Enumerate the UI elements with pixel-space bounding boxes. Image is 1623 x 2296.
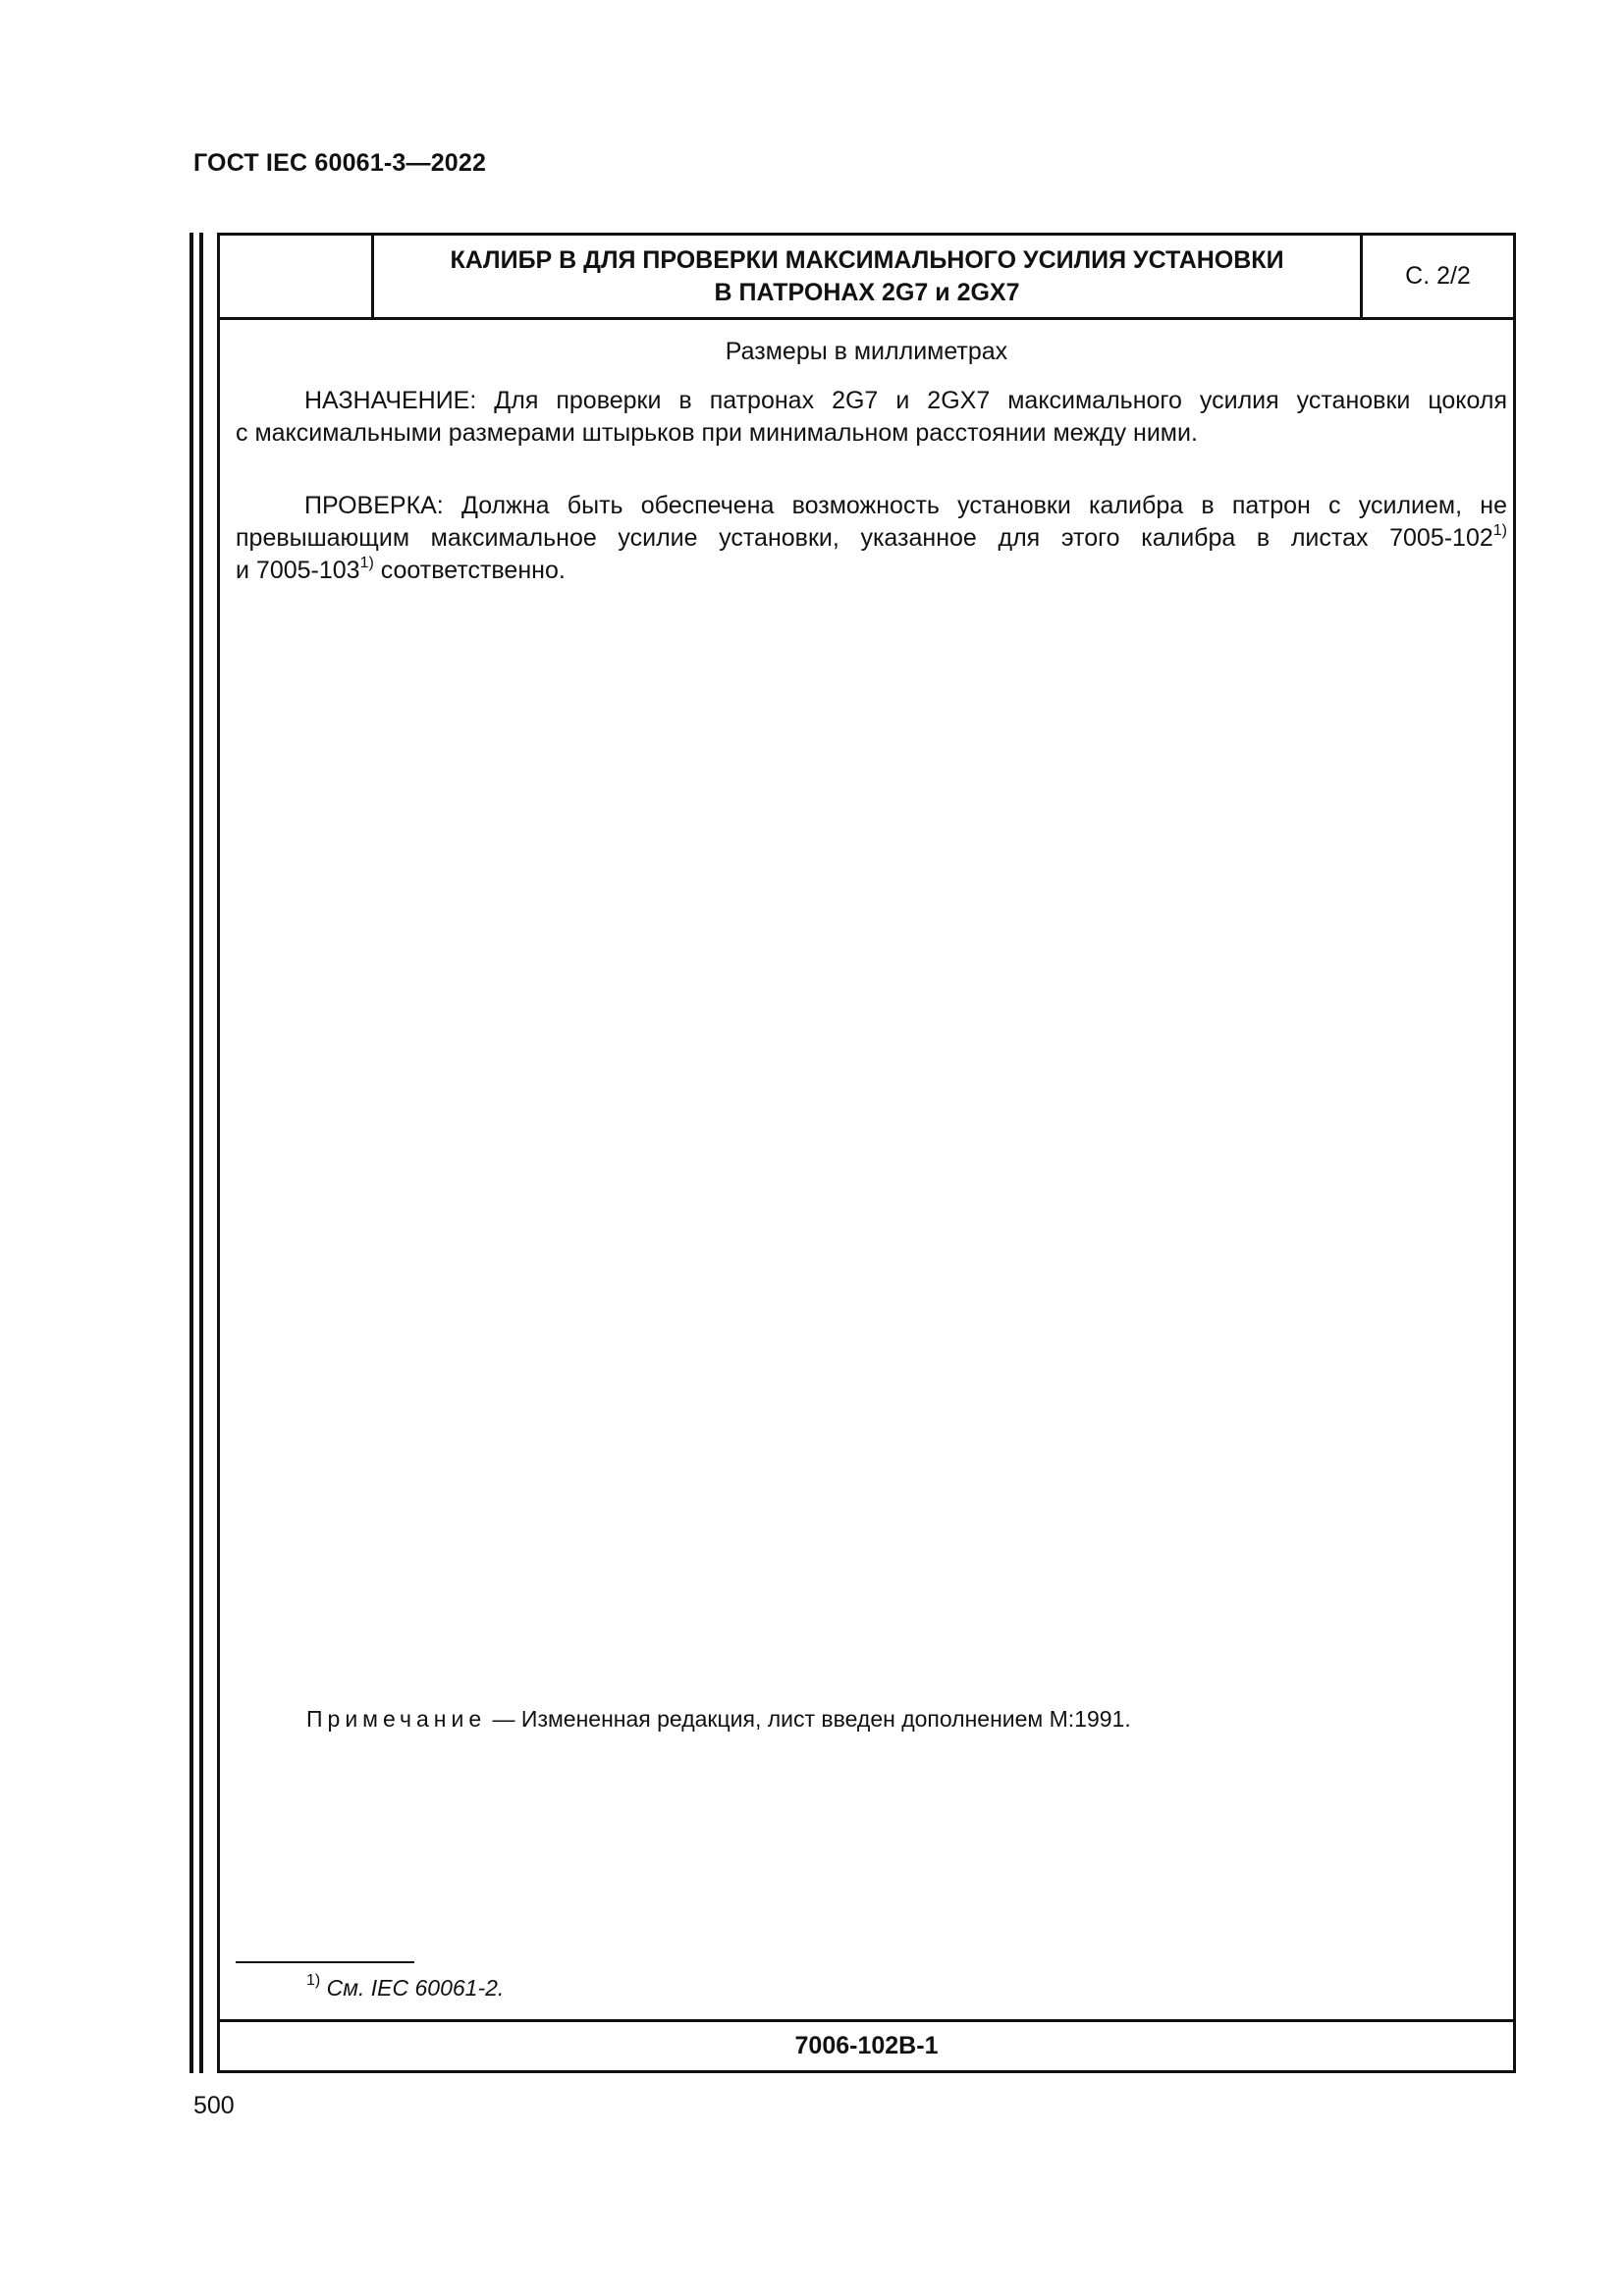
footnote-separator <box>236 1961 414 1963</box>
title-cell-empty <box>220 236 374 317</box>
purpose-line-2: с максимальными размерами штырьков при минимальном расстоянии между ними. <box>236 419 1198 447</box>
purpose-paragraph <box>236 385 1507 450</box>
check-line-3-start: и 7005-103 <box>236 557 360 584</box>
sheet-title-line-2: В ПАТРОНАХ 2G7 и 2GX7 <box>714 278 1020 306</box>
sheet-title-line-1: КАЛИБР B ДЛЯ ПРОВЕРКИ МАКСИМАЛЬНОГО УСИЛИЯ УСТАНОВКИ <box>450 245 1284 274</box>
sheet-page-indicator: С. 2/2 <box>1405 262 1471 290</box>
note-text: — Измененная редакция, лист введен дополнением M:1991. <box>486 1706 1131 1732</box>
footnote-marker: 1) <box>306 1972 321 1990</box>
footnote-text: См. IEC 60061-2. <box>320 1975 505 2001</box>
check-paragraph <box>236 490 1507 587</box>
purpose-line-1: НАЗНАЧЕНИЕ: Для проверки в патронах 2G7 и 2GX7 максимального усилия установки цоколя <box>304 387 1507 414</box>
document-header: ГОСТ IEC 60061-3—2022 <box>193 149 487 177</box>
footnote-ref-2: 1) <box>359 554 374 571</box>
title-block <box>220 236 1513 320</box>
margin-bar-inner <box>199 233 203 2073</box>
check-line-2: превышающим максимальное усилие установки, указанное для этого калибра в листах 7005-102 <box>236 524 1493 552</box>
margin-bar-outer <box>189 233 193 2073</box>
sheet-title <box>374 236 1363 317</box>
note <box>306 1706 1131 1733</box>
check-line-1: ПРОВЕРКА: Должна быть обеспечена возможность установки калибра в патрон с усилием, не <box>304 492 1507 519</box>
footnote-ref-1: 1) <box>1492 521 1507 539</box>
note-label: Примечание <box>306 1706 487 1732</box>
page-number: 500 <box>193 2092 235 2119</box>
dimensions-note: Размеры в миллиметрах <box>725 338 1008 365</box>
check-line-3-end: соответственно. <box>373 557 566 584</box>
footnote <box>306 1972 505 2002</box>
standard-sheet <box>217 233 1516 2073</box>
sheet-code: 7006-102B-1 <box>220 2019 1513 2070</box>
